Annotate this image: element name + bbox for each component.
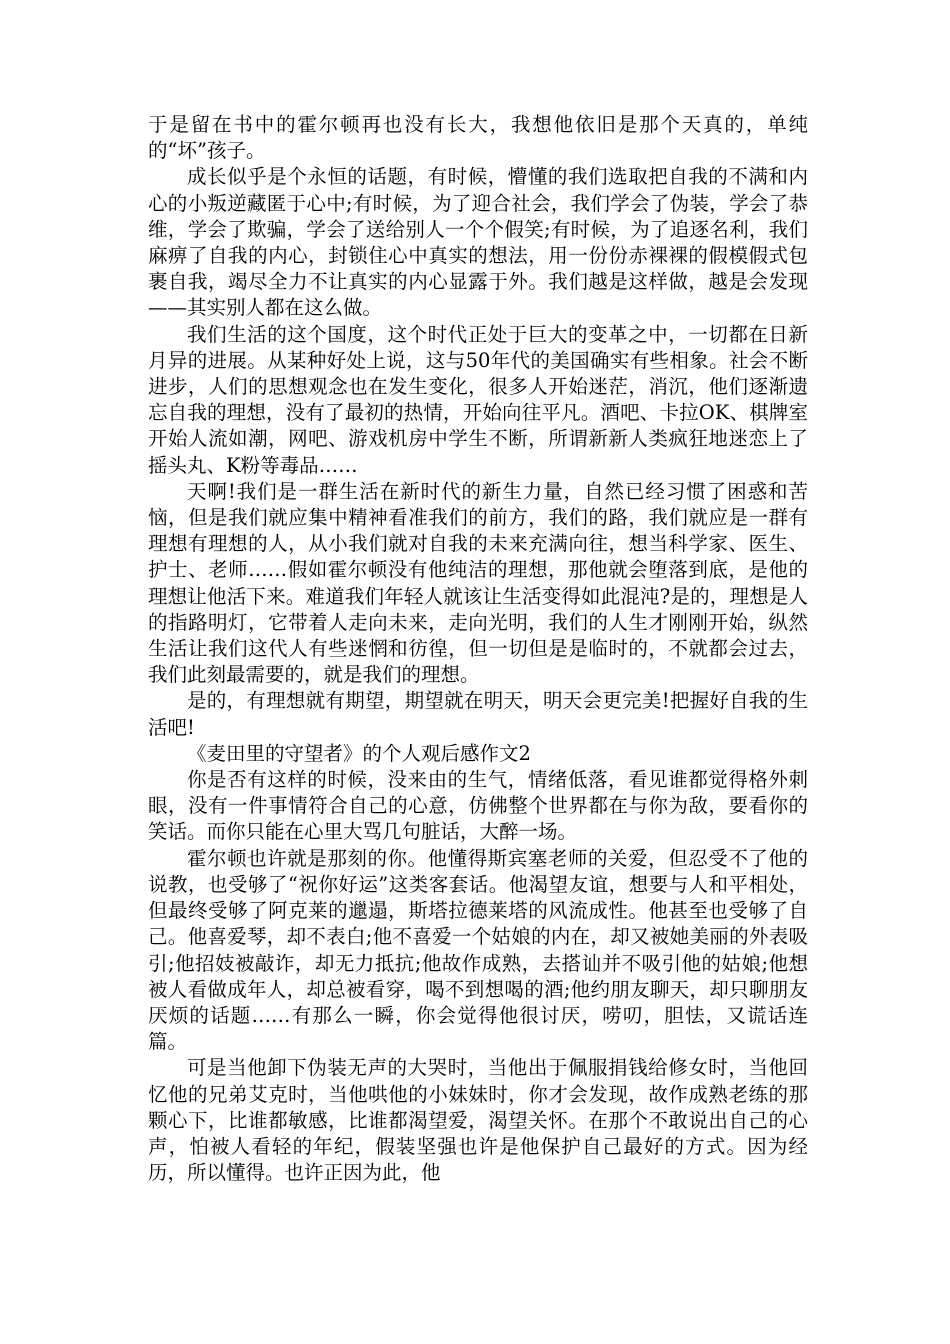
- paragraph: 可是当他卸下伪装无声的大哭时，当他出于佩服捐钱给修女时，当他回忆他的兄弟艾克时，当他哄他的小妹妹时，你才会发现，故作成熟老练的那颗心下，比谁都敏感，比谁都渴望爱，渴望关怀。在那个不敢说出自己的心声，怕被人看轻的年纪，假装坚强也许是他保护自己最好的方式。因为经历，所以懂得。也许正因为此，他: [148, 1056, 808, 1185]
- paragraph: 于是留在书中的霍尔顿再也没有长大，我想他依旧是那个天真的，单纯的“坏”孩子。: [148, 113, 808, 163]
- paragraph: 天啊!我们是一群生活在新时代的新生力量，自然已经习惯了困惑和苦恼，但是我们就应集中精神看准我们的前方，我们的路，我们就应是一群有理想有理想的人，从小我们就对自我的未来充满向往，想当科学家、医生、护士、老师……假如霍尔顿没有他纯洁的理想，那他就会堕落到底，是他的理想让他活下来。难道我们年轻人就该让生活变得如此混沌?是的，理想是人的指路明灯，它带着人走向未来，走向光明，我们的人生才刚刚开始，纵然生活让我们这代人有些迷惘和彷徨，但一切但是是临时的，不就都会过去，我们此刻最需要的，就是我们的理想。: [148, 479, 808, 687]
- paragraph: 我们生活的这个国度，这个时代正处于巨大的变革之中，一切都在日新月异的进展。从某种好处上说，这与50年代的美国确实有些相象。社会不断进步，人们的思想观念也在发生变化，很多人开始迷茫，消沉，他们逐渐遗忘自我的理想，没有了最初的热情，开始向往平凡。酒吧、卡拉OK、棋牌室开始人流如潮，网吧、游戏机房中学生不断，所谓新新人类疯狂地迷恋上了摇头丸、K粉等毒品……: [148, 322, 808, 477]
- paragraph: 是的，有理想就有期望，期望就在明天，明天会更完美!把握好自我的生活吧!: [148, 689, 808, 739]
- body-text: [148, 112, 808, 1186]
- paragraph: 霍尔顿也许就是那刻的你。他懂得斯宾塞老师的关爱，但忍受不了他的说教，也受够了“祝你好运”这类客套话。他渴望友谊，想要与人和平相处，但最终受够了阿克莱的邋遢，斯塔拉德莱塔的风流成性。他甚至也受够了自己。他喜爱琴，却不表白;他不喜爱一个姑娘的内在，却又被她美丽的外表吸引;他招妓被敲诈，却无力抵抗;他故作成熟，去搭讪并不吸引他的姑娘;他想被人看做成年人，却总被看穿，喝不到想喝的酒;他约朋友聊天，却只聊朋友厌烦的话题……有那么一瞬，你会觉得他很讨厌，唠叨，胆怯，又谎话连篇。: [148, 846, 808, 1054]
- section-heading: 《麦田里的守望者》的个人观后感作文2: [187, 741, 531, 765]
- paragraph: 成长似乎是个永恒的话题，有时候，懵懂的我们选取把自我的不满和内心的小叛逆藏匿于心中;有时候，为了迎合社会，我们学会了伪装，学会了恭维，学会了欺骗，学会了送给别人一个个假笑;有时候，为了追逐名利，我们麻痹了自我的内心，封锁住心中真实的想法，用一份份赤裸裸的假模假式包裹自我，竭尽全力不让真实的内心显露于外。我们越是这样做，越是会发现——其实别人都在这么做。: [148, 165, 808, 320]
- paragraph: 你是否有这样的时候，没来由的生气，情绪低落，看见谁都觉得格外刺眼，没有一件事情符合自己的心意，仿佛整个世界都在与你为敌，要看你的笑话。而你只能在心里大骂几句脏话，大醉一场。: [148, 768, 808, 844]
